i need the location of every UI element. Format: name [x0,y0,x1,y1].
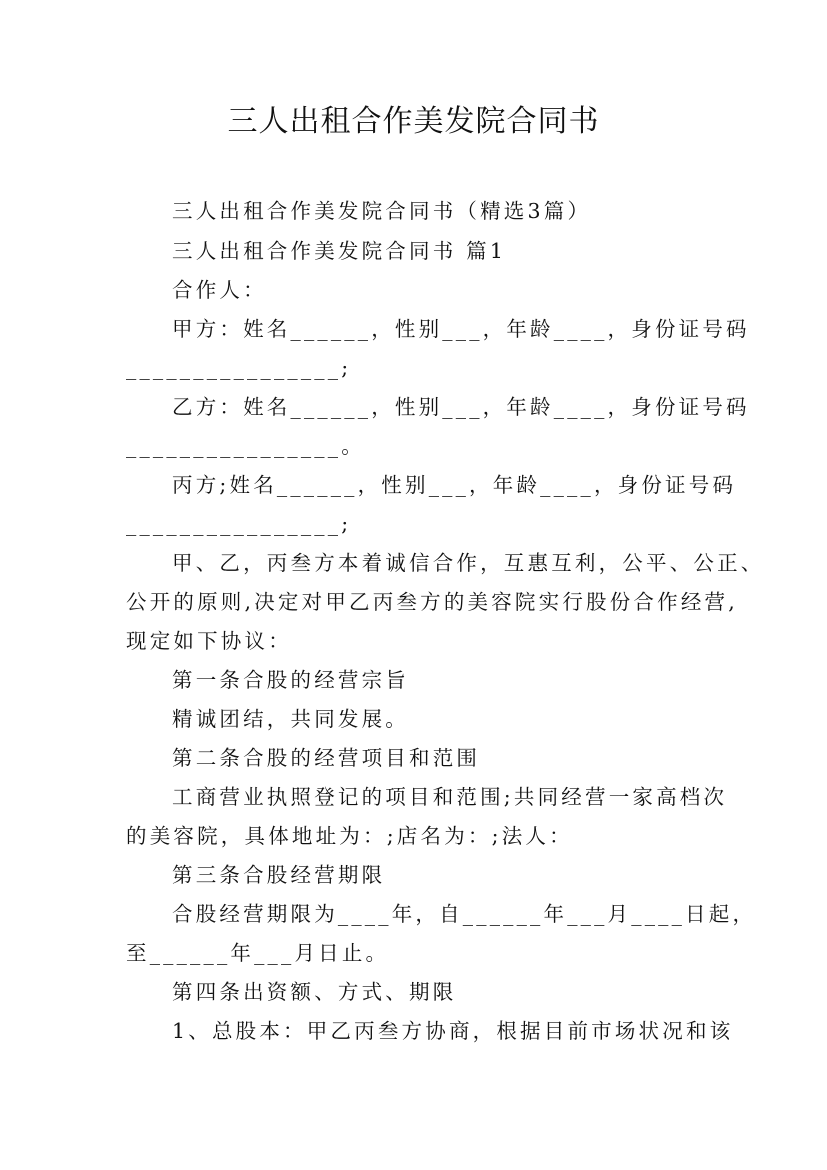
paragraph-line: 甲、乙，丙叁方本着诚信合作，互惠互利，公平、公正、 [172,551,765,575]
paragraph-line: 合股经营期限为____年，自______年___月____日起， [172,902,757,926]
paragraph-line: 公开的原则,决定对甲乙丙叁方的美容院实行股份合作经营, [126,590,738,614]
paragraph-line: 至______年___月日止。 [126,941,390,965]
section-heading: 第一条合股的经营宗旨 [172,668,409,692]
paragraph-line: 工商营业执照登记的项目和范围;共同经营一家高档次 [172,785,728,809]
party-c-id-blank: ________________; [126,512,352,536]
party-b-line: 乙方：姓名______，性别___，年龄____，身份证号码 [172,395,750,419]
article-heading: 三人出租合作美发院合同书 篇1 [172,239,507,263]
party-c-line: 丙方;姓名______，性别___，年龄____，身份证号码 [172,473,737,497]
document-title: 三人出租合作美发院合同书 [227,104,600,139]
paragraph-line: 的美容院，具体地址为：;店名为：;法人： [126,824,573,848]
paragraph-line: 现定如下协议： [126,629,292,653]
section-heading: 第二条合股的经营项目和范围 [172,746,481,770]
section-heading: 第三条合股经营期限 [172,863,386,887]
party-a-line: 甲方：姓名______，性别___，年龄____，身份证号码 [172,317,750,341]
party-b-id-blank: ________________。 [126,434,365,458]
partners-label: 合作人： [172,278,267,302]
section-heading: 第四条出资额、方式、期限 [172,980,457,1004]
paragraph-line: 精诚团结，共同发展。 [172,707,409,731]
subtitle-line: 三人出租合作美发院合同书（精选3篇） [172,199,592,223]
party-a-id-blank: ________________; [126,356,352,380]
paragraph-line: 1、总股本：甲乙丙叁方协商，根据目前市场状况和该 [172,1019,734,1043]
